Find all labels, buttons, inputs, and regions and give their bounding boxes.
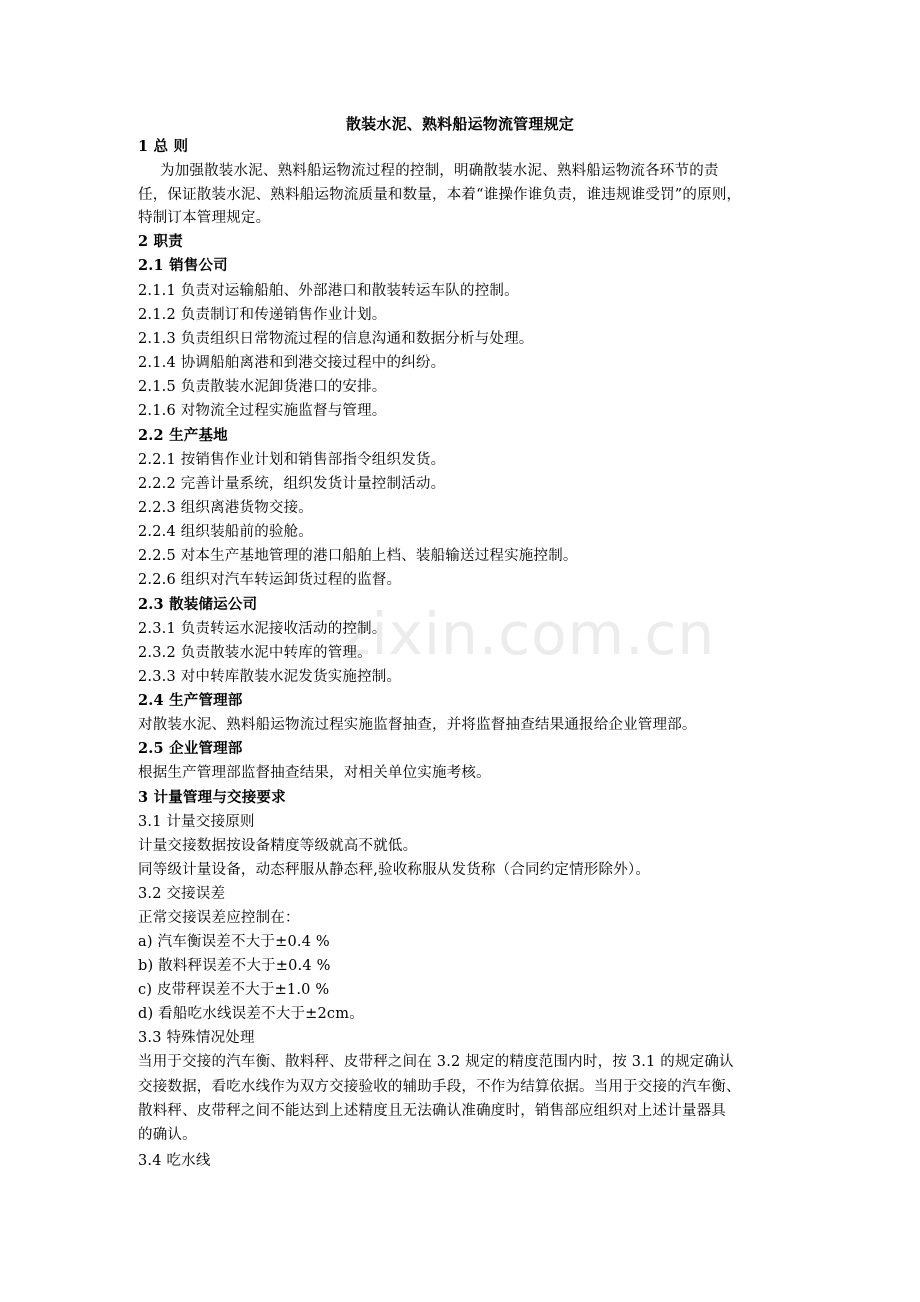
clause-line: 2.2.6 组织对汽车转运卸货过程的监督。: [138, 572, 402, 588]
subsection-heading: 2.4 生产管理部: [138, 692, 243, 709]
paragraph-line: 为加强散装水泥、熟料船运物流过程的控制，明确散装水泥、熟料船运物流各环节的责: [160, 163, 719, 179]
paragraph-line: 对散装水泥、熟料船运物流过程实施监督抽查，并将监督抽查结果通报给企业管理部。: [138, 717, 697, 733]
document-title: 散装水泥、熟料船运物流管理规定: [345, 115, 574, 133]
clause-line: 2.1.5 负责散装水泥卸货港口的安排。: [138, 379, 387, 395]
paragraph-line: 正常交接误差应控制在：: [138, 910, 300, 926]
section-heading: 2 职责: [138, 233, 183, 250]
paragraph-line: 的确认。: [138, 1127, 197, 1143]
paragraph-line: 根据生产管理部监督抽查结果，对相关单位实施考核。: [138, 765, 491, 781]
clause-line: 2.1.6 对物流全过程实施监督与管理。: [138, 403, 387, 419]
clause-line: 2.2.4 组织装船前的验舱。: [138, 524, 314, 540]
paragraph-line: 交接数据，看吃水线作为双方交接验收的辅助手段，不作为结算依据。当用于交接的汽车衡、: [138, 1079, 741, 1095]
subsection-heading: 3.1 计量交接原则: [138, 814, 255, 830]
clause-line: 2.2.1 按销售作业计划和销售部指令组织发货。: [138, 452, 446, 468]
clause-line: 2.1.3 负责组织日常物流过程的信息沟通和数据分析与处理。: [138, 331, 534, 347]
paragraph-line: 计量交接数据按设备精度等级就高不就低。: [138, 838, 418, 854]
clause-line: 2.3.3 对中转库散装水泥发货实施控制。: [138, 669, 402, 685]
clause-line: 2.3.2 负责散装水泥中转库的管理。: [138, 645, 372, 661]
section-heading: 3 计量管理与交接要求: [138, 789, 286, 806]
subsection-heading: 3.2 交接误差: [138, 886, 226, 902]
subsection-heading: 2.5 企业管理部: [138, 740, 243, 757]
section-heading: 1 总 则: [138, 138, 189, 155]
paragraph-line: 任，保证散装水泥、熟料船运物流质量和数量，本着“谁操作谁负责，谁违规谁受罚”的原则，: [138, 187, 742, 203]
watermark: zixin.com.cn: [340, 600, 716, 668]
clause-line: 2.2.5 对本生产基地管理的港口船舶上档、装船输送过程实施控制。: [138, 548, 578, 564]
clause-line: 2.2.3 组织离港货物交接。: [138, 500, 314, 516]
clause-line: 2.1.2 负责制订和传递销售作业计划。: [138, 307, 387, 323]
subsection-heading: 2.2 生产基地: [138, 427, 228, 444]
clause-line: 2.2.2 完善计量系统，组织发货计量控制活动。: [138, 476, 446, 492]
list-item: c) 皮带秤误差不大于±1.0 %: [138, 982, 330, 998]
subsection-heading: 2.3 散装储运公司: [138, 596, 258, 613]
clause-line: 2.1.1 负责对运输船舶、外部港口和散装转运车队的控制。: [138, 283, 519, 299]
list-item: b) 散料秤误差不大于±0.4 %: [138, 958, 331, 974]
subsection-heading: 3.3 特殊情况处理: [138, 1030, 255, 1046]
paragraph-line: 特制订本管理规定。: [138, 210, 271, 226]
subsection-heading: 2.1 销售公司: [138, 257, 228, 274]
subsection-heading: 3.4 吃水线: [138, 1153, 211, 1169]
clause-line: 2.1.4 协调船舶离港和到港交接过程中的纠纷。: [138, 355, 446, 371]
clause-line: 2.3.1 负责转运水泥接收活动的控制。: [138, 621, 387, 637]
paragraph-line: 散料秤、皮带秤之间不能达到上述精度且无法确认准确度时，销售部应组织对上述计量器具: [138, 1103, 726, 1119]
paragraph-line: 同等级计量设备，动态秤服从静态秤,验收称服从发货称（合同约定情形除外）。: [138, 862, 651, 878]
paragraph-line: 当用于交接的汽车衡、散料秤、皮带秤之间在 3.2 规定的精度范围内时，按 3.1 的规定确认: [138, 1054, 734, 1070]
list-item: a) 汽车衡误差不大于±0.4 %: [138, 934, 330, 950]
list-item: d) 看船吃水线误差不大于±2cm。: [138, 1006, 364, 1022]
